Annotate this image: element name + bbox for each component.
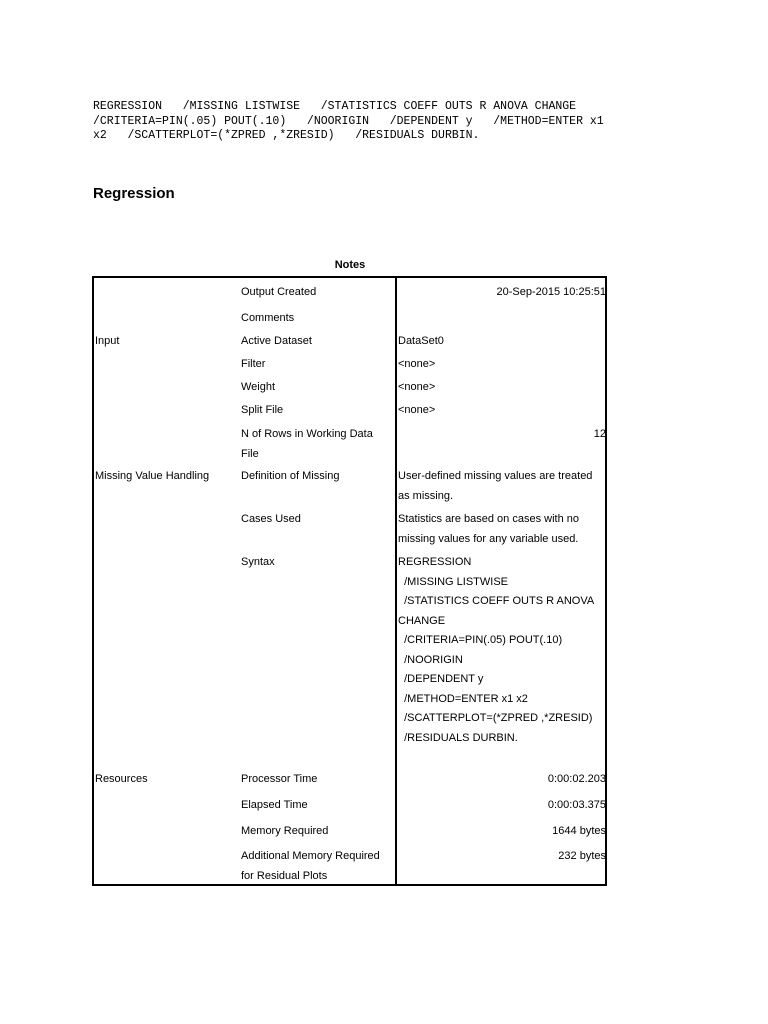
syntax-value-line: CHANGE	[398, 614, 446, 627]
group-input: Input	[95, 335, 120, 347]
value-memory-required: 1644 bytes	[552, 825, 606, 837]
label-filter: Filter	[241, 358, 266, 370]
syntax-value-line: /METHOD=ENTER x1 x2	[398, 692, 528, 705]
label-output-created: Output Created	[241, 286, 317, 298]
value-definition-of-missing: User-defined missing values are treated as missing.	[398, 470, 593, 502]
label-memory-required: Memory Required	[241, 825, 329, 837]
label-syntax: Syntax	[241, 556, 275, 568]
label-n-rows: N of Rows in Working Data File	[241, 428, 373, 460]
value-elapsed-time: 0:00:03.375	[547, 799, 606, 811]
syntax-line: x2 /SCATTERPLOT=(*ZPRED ,*ZRESID) /RESIDUALS DURBIN.	[93, 129, 480, 142]
notes-table-title: Notes	[334, 259, 366, 271]
syntax-value-line: REGRESSION	[398, 556, 472, 568]
syntax-line: /CRITERIA=PIN(.05) POUT(.10) /NOORIGIN /DEPENDENT y /METHOD=ENTER x1	[93, 114, 604, 128]
syntax-value-line: /CRITERIA=PIN(.05) POUT(.10)	[398, 634, 563, 646]
syntax-value-line: /RESIDUALS DURBIN.	[398, 731, 518, 744]
label-active-dataset: Active Dataset	[241, 335, 312, 347]
label-processor-time: Processor Time	[241, 773, 318, 785]
syntax-line: REGRESSION /MISSING LISTWISE /STATISTICS COEFF OUTS R ANOVA CHANGE	[93, 100, 577, 113]
syntax-value-line: /DEPENDENT y	[398, 673, 484, 685]
label-split-file: Split File	[241, 404, 284, 416]
group-resources: Resources	[95, 773, 148, 785]
syntax-value-line: /MISSING LISTWISE	[398, 575, 509, 588]
label-definition-of-missing: Definition of Missing	[241, 470, 340, 482]
value-syntax	[398, 553, 606, 748]
label-cases-used: Cases Used	[241, 513, 301, 525]
value-additional-memory: 232 bytes	[558, 850, 606, 862]
section-heading: Regression	[93, 185, 175, 202]
syntax-value-line: /NOORIGIN	[398, 653, 463, 666]
value-weight: <none>	[398, 381, 436, 393]
table-divider	[395, 278, 397, 884]
syntax-value-line: /STATISTICS COEFF OUTS R ANOVA	[398, 595, 595, 607]
group-missing-value-handling: Missing Value Handling	[95, 470, 210, 482]
label-weight: Weight	[241, 381, 276, 393]
value-split-file: <none>	[398, 404, 436, 416]
value-filter: <none>	[398, 358, 436, 370]
notes-table	[92, 276, 607, 886]
label-additional-memory: Additional Memory Required for Residual Plots	[241, 850, 380, 882]
value-output-created: 20-Sep-2015 10:25:51	[496, 286, 606, 298]
value-active-dataset: DataSet0	[398, 335, 444, 347]
value-cases-used: Statistics are based on cases with no missing values for any variable used.	[398, 513, 579, 545]
label-elapsed-time: Elapsed Time	[241, 799, 308, 811]
value-n-rows: 12	[593, 428, 606, 440]
syntax-block	[93, 100, 604, 144]
label-comments: Comments	[241, 312, 295, 324]
value-processor-time: 0:00:02.203	[547, 773, 606, 785]
syntax-value-line: /SCATTERPLOT=(*ZPRED ,*ZRESID)	[398, 712, 593, 724]
